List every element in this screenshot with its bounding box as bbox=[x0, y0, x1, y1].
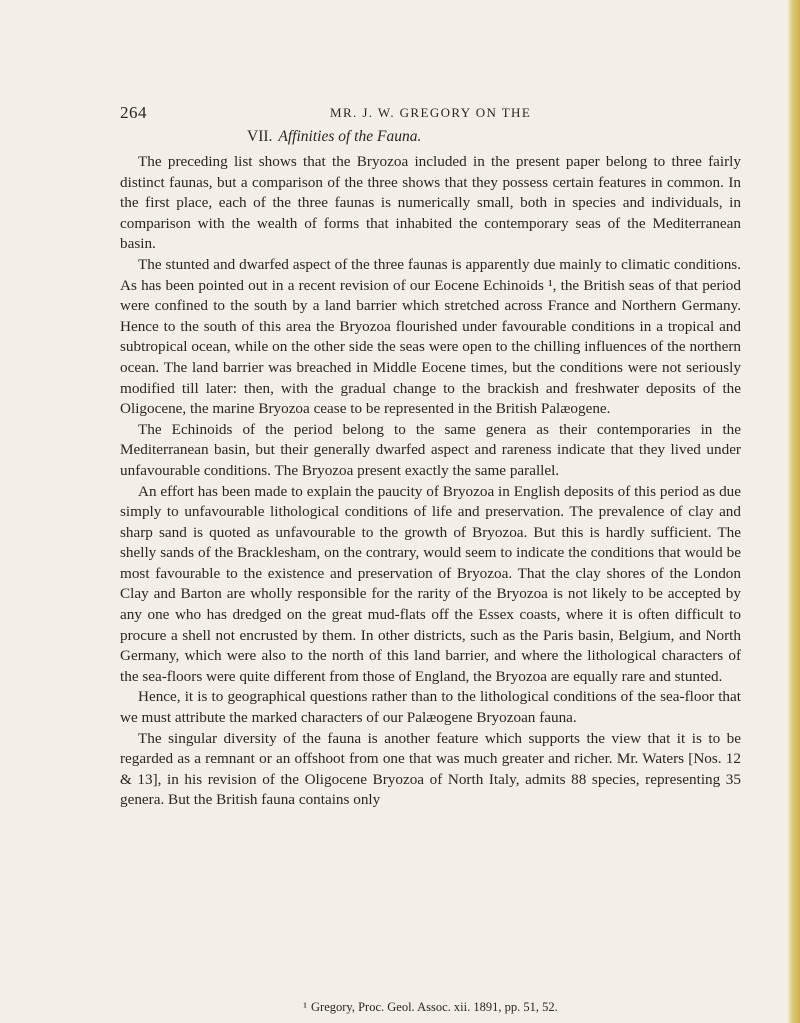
paragraph: The Echinoids of the period belong to the same genera as their contemporaries in the Mediterranean basin, but their generally dwarfed aspect and rareness indicate that they lived under unfavourable conditions. The Bryozoa present exactly the same parallel. bbox=[120, 420, 741, 479]
section-heading bbox=[200, 128, 747, 146]
section-number: VII. bbox=[247, 128, 273, 145]
running-header bbox=[120, 103, 740, 123]
paragraph: The stunted and dwarfed aspect of the three faunas is apparently due mainly to climatic conditions. As has been pointed out in a recent revision of our Eocene Echinoids ¹, the British seas of that period were confined to the south by a land barrier which stretched across France and Northern Germany. Hence to the south of this area the Bryozoa flourished under favourable conditions in a tropical and subtropical ocean, while on the other side the seas were open to the chilling influences of the northern ocean. The land barrier was breached in Middle Eocene times, but the conditions were not seriously modified till later: then, with the gradual change to the brackish and freshwater deposits of the Oligocene, the marine Bryozoa cease to be represented in the British Palæogene. bbox=[120, 255, 741, 418]
page-edge-binding bbox=[788, 0, 800, 1023]
page-number: 264 bbox=[120, 103, 147, 122]
footnote-mark: ¹ bbox=[303, 1000, 307, 1014]
footnote-text: Gregory, Proc. Geol. Assoc. xii. 1891, pp. 51, 52. bbox=[311, 1000, 558, 1014]
paragraph: An effort has been made to explain the paucity of Bryozoa in English deposits of this period as due simply to unfavourable lithological conditions of life and preservation. The prevalence of clay and sharp sand is quoted as unfavourable to the growth of Bryozoa. But this is hardly sufficient. The shelly sands of the Bracklesham, on the contrary, would seem to indicate the conditions that would be most favourable to the existence and preservation of Bryozoa. That the clay shores of the London Clay and Barton are wholly responsible for the rarity of the Bryozoa is not likely to be accepted by any one who has dredged on the great mud-flats off the Essex coasts, where it is often difficult to procure a shell not encrusted by them. In other districts, such as the Paris basin, Belgium, and North Germany, which were also to the north of this land barrier, and where the lithological characters of the sea-floors were quite different from those of England, the Bryozoa are equally rare and stunted. bbox=[120, 482, 741, 685]
section-title: Affinities of the Fauna. bbox=[278, 128, 422, 145]
paragraph: Hence, it is to geographical questions rather than to the lithological conditions of the sea-floor that we must attribute the marked characters of our Palæogene Bryozoan fauna. bbox=[120, 688, 741, 727]
footnote bbox=[120, 1000, 741, 1015]
body-text bbox=[120, 152, 741, 811]
paragraph: The singular diversity of the fauna is another feature which supports the view that it is to be regarded as a remnant or an offshoot from one that was much greater and richer. Mr. Waters [Nos. 12 & 13], in his revision of the Oligocene Bryozoa of North Italy, admits 88 species, representing 35 genera. But the British fauna contains only bbox=[120, 729, 741, 809]
running-title: MR. J. W. GREGORY ON THE bbox=[330, 105, 532, 120]
paragraph: The preceding list shows that the Bryozoa included in the present paper belong to three fairly distinct faunas, but a comparison of the three shows that they possess certain features in common. In the first place, each of the three faunas is numerically small, both in species and individuals, in comparison with the wealth of forms that inhabited the contemporary seas of the Mediterranean basin. bbox=[120, 153, 741, 253]
